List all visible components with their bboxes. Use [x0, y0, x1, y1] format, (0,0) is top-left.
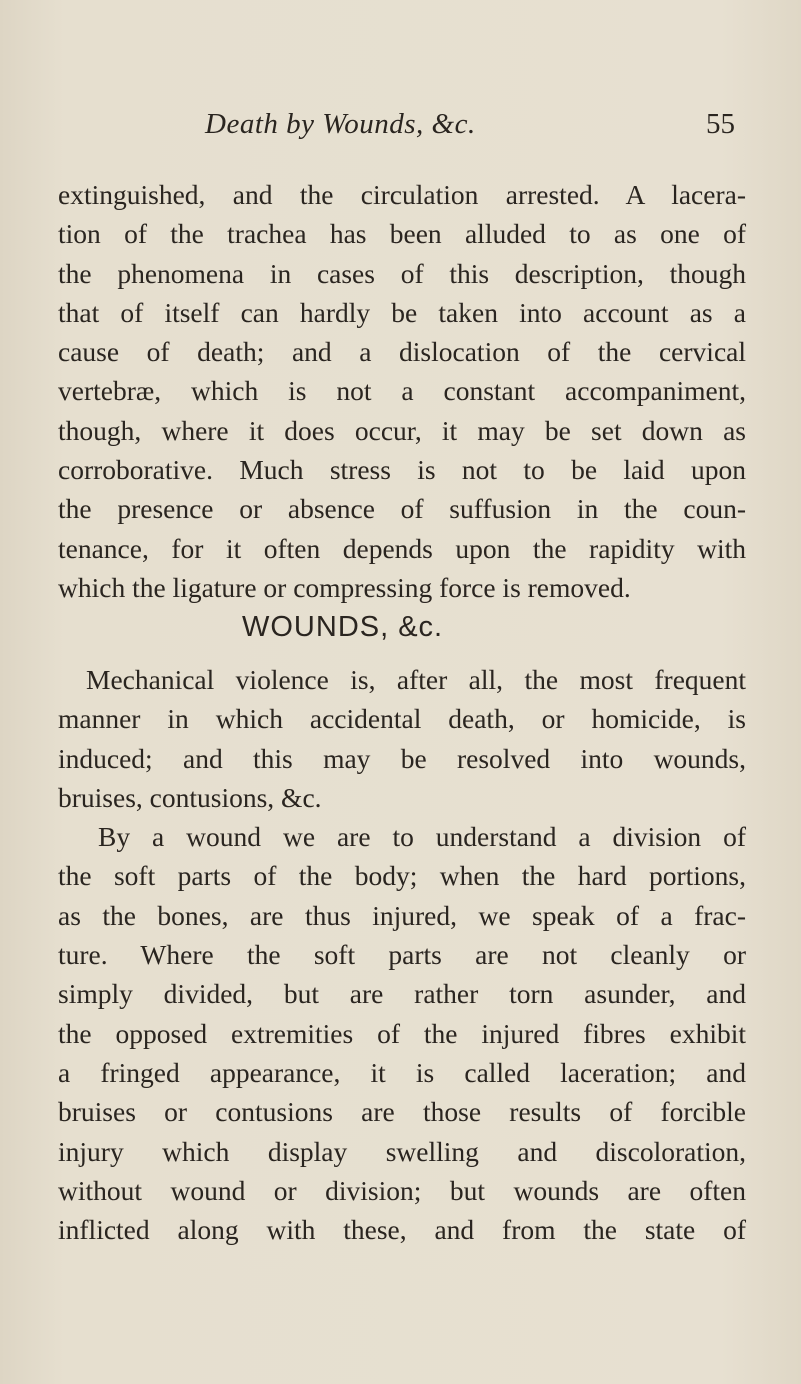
- text-line: as the bones, are thus injured, we speak of a frac-: [58, 899, 746, 931]
- text-line: the opposed extremities of the injured fibres exhibit: [58, 1017, 746, 1049]
- text-line: the phenomena in cases of this description, though: [58, 257, 746, 289]
- text-line: extinguished, and the circulation arrested. A lacera-: [58, 179, 746, 210]
- text-line: inflicted along with these, and from the state of: [58, 1214, 746, 1246]
- paragraph-2: [58, 660, 746, 1249]
- text-line: induced; and this may be resolved into wounds,: [58, 742, 746, 774]
- text-line: which the ligature or compressing force is removed.: [58, 571, 631, 603]
- text-line: bruises, contusions, &c.: [58, 781, 322, 813]
- text-line: the soft parts of the body; when the hard portions,: [58, 860, 746, 892]
- running-header: Death by Wounds, &c.: [205, 108, 476, 140]
- text-line: that of itself can hardly be taken into account as a: [58, 296, 746, 328]
- text-line: bruises or contusions are those results of forcible: [58, 1096, 746, 1128]
- text-line: without wound or division; but wounds are often: [58, 1174, 746, 1206]
- text-line: Mechanical violence is, after all, the most frequent: [86, 664, 746, 695]
- text-line: though, where it does occur, it may be set down as: [58, 414, 746, 446]
- text-line: the presence or absence of suffusion in the coun-: [58, 493, 746, 525]
- text-line: By a wound we are to understand a division of: [98, 821, 746, 853]
- text-line: simply divided, but are rather torn asunder, and: [58, 978, 746, 1010]
- text-line: tenance, for it often depends upon the rapidity with: [58, 532, 746, 564]
- text-line: ture. Where the soft parts are not cleanly or: [58, 939, 746, 971]
- text-line: injury which display swelling and discoloration,: [58, 1135, 746, 1167]
- section-heading: WOUNDS, &c.: [242, 611, 444, 643]
- text-line: corroborative. Much stress is not to be laid upon: [58, 454, 746, 486]
- text-line: cause of death; and a dislocation of the cervical: [58, 336, 746, 368]
- text-line: a fringed appearance, it is called laceration; and: [58, 1056, 746, 1088]
- text-line: vertebræ, which is not a constant accompaniment,: [58, 375, 746, 407]
- text-line: tion of the trachea has been alluded to as one of: [58, 218, 746, 250]
- page-number: 55: [706, 108, 735, 140]
- text-line: manner in which accidental death, or homicide, is: [58, 703, 746, 735]
- paragraph-1: [58, 175, 746, 607]
